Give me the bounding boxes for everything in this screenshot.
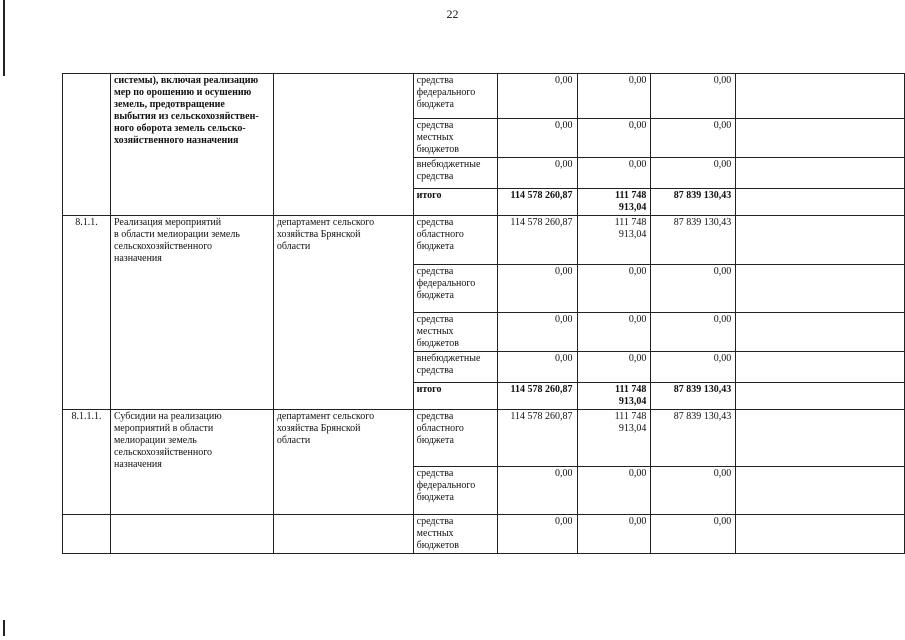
- executor-cell: [273, 216, 413, 410]
- empty-cell: [736, 352, 905, 383]
- text-line: 0,00: [713, 159, 732, 170]
- text-line: бюджетов: [416, 540, 459, 551]
- text-line: назначения: [113, 459, 162, 470]
- text-line: 0,00: [555, 75, 573, 86]
- text-line: 0,00: [555, 314, 573, 325]
- empty-cell: [736, 383, 905, 410]
- amount-cell-v2: [577, 119, 651, 158]
- text-line: местных: [416, 132, 454, 143]
- text-line: земель, предотвращение: [113, 99, 225, 110]
- text-line: 0,00: [713, 75, 732, 86]
- amount-cell-v2: [577, 313, 651, 352]
- text-line: 0,00: [713, 266, 732, 277]
- text-line: 111 748: [615, 384, 647, 395]
- text-line: 114 578 260,87: [510, 384, 573, 395]
- amount-cell-v2: [577, 74, 651, 119]
- text-line: выбытия из сельскохозяйствен-: [113, 111, 259, 122]
- text-line: итого: [416, 384, 442, 395]
- text-line: 87 839 130,43: [673, 384, 732, 395]
- table-row: [63, 216, 905, 265]
- text-line: 111 748: [614, 217, 647, 228]
- text-line: средства: [416, 411, 454, 422]
- amount-cell-v3: [651, 265, 736, 313]
- amount-cell-v2: [577, 158, 651, 189]
- text-line: внебюджетные: [416, 159, 481, 170]
- text-line: назначения: [113, 253, 162, 264]
- empty-cell: [736, 265, 905, 313]
- text-line: ного оборота земель сельско-: [113, 123, 246, 134]
- text-line: 0,00: [713, 516, 732, 527]
- text-line: 0,00: [628, 314, 647, 325]
- code-cell: [63, 410, 111, 515]
- amount-cell-v2: [577, 410, 651, 467]
- text-line: средства: [416, 171, 454, 182]
- text-line: хозяйственного назначения: [113, 135, 239, 146]
- text-line: средства: [416, 266, 454, 277]
- empty-cell: [736, 216, 905, 265]
- item-code: 8.1.1.: [75, 217, 98, 228]
- amount-cell-v1: [497, 189, 577, 216]
- measure-name-cell: [110, 216, 273, 410]
- amount-cell-v3: [651, 74, 736, 119]
- amount-cell-v1: [497, 467, 577, 515]
- text-line: мер по орошению и осушению: [113, 87, 252, 98]
- text-line: 913,04: [618, 229, 647, 240]
- text-line: 0,00: [628, 266, 647, 277]
- text-line: Субсидии на реализацию: [113, 411, 222, 422]
- text-line: 87 839 130,43: [673, 411, 732, 422]
- amount-cell-v3: [651, 119, 736, 158]
- empty-cell: [736, 158, 905, 189]
- text-line: бюджетов: [416, 338, 459, 349]
- text-line: 0,00: [628, 516, 647, 527]
- empty-cell: [736, 74, 905, 119]
- amount-cell-v2: [577, 515, 651, 554]
- text-line: бюджета: [416, 241, 454, 252]
- code-cell: [63, 515, 111, 554]
- text-line: бюджета: [416, 99, 454, 110]
- page-edge-mark: [3, 620, 5, 636]
- text-line: 0,00: [555, 266, 573, 277]
- text-line: в области мелиорации земель: [113, 229, 240, 240]
- empty-cell: [736, 410, 905, 467]
- text-line: области: [276, 241, 311, 252]
- empty-cell: [736, 467, 905, 515]
- text-line: хозяйства Брянской: [276, 423, 361, 434]
- amount-cell-v2: [577, 216, 651, 265]
- funding-source-cell: [413, 467, 497, 515]
- empty-cell: [736, 515, 905, 554]
- amount-cell-v3: [651, 216, 736, 265]
- funding-source-cell: [413, 119, 497, 158]
- text-line: мелиорации земель: [113, 435, 197, 446]
- text-line: сельскохозяйственного: [113, 447, 213, 458]
- text-line: средства: [416, 365, 454, 376]
- text-line: федерального: [416, 87, 476, 98]
- empty-cell: [736, 189, 905, 216]
- page-number: 22: [446, 7, 459, 21]
- measure-name-cell: [110, 74, 273, 216]
- funding-source-cell: [413, 313, 497, 352]
- text-line: области: [276, 435, 311, 446]
- executor-cell: [273, 410, 413, 515]
- amount-cell-v2: [577, 189, 651, 216]
- text-line: местных: [416, 528, 454, 539]
- amount-cell-v3: [651, 158, 736, 189]
- empty-cell: [736, 313, 905, 352]
- text-line: мероприятий в области: [113, 423, 214, 434]
- code-cell: [63, 216, 111, 410]
- text-line: средства: [416, 75, 454, 86]
- funding-source-cell: [413, 410, 497, 467]
- text-line: 0,00: [555, 120, 573, 131]
- amount-cell-v1: [497, 410, 577, 467]
- text-line: 0,00: [628, 75, 647, 86]
- amount-cell-v3: [651, 515, 736, 554]
- text-line: бюджета: [416, 435, 454, 446]
- text-line: департамент сельского: [276, 411, 375, 422]
- text-line: 114 578 260,87: [510, 190, 573, 201]
- text-line: бюджета: [416, 290, 454, 301]
- text-line: 0,00: [713, 468, 732, 479]
- text-line: 0,00: [555, 468, 573, 479]
- amount-cell-v1: [497, 313, 577, 352]
- funding-source-cell: [413, 383, 497, 410]
- funding-source-cell: [413, 74, 497, 119]
- amount-cell-v1: [497, 265, 577, 313]
- measure-name-cell: [110, 515, 273, 554]
- amount-cell-v3: [651, 352, 736, 383]
- text-line: 87 839 130,43: [673, 217, 732, 228]
- item-code: 8.1.1.1.: [71, 411, 102, 422]
- text-line: итого: [416, 190, 442, 201]
- text-line: 0,00: [628, 120, 647, 131]
- text-line: 0,00: [628, 353, 647, 364]
- amount-cell-v1: [497, 515, 577, 554]
- text-line: средства: [416, 217, 454, 228]
- text-line: 114 578 260,87: [510, 411, 573, 422]
- text-line: 913,04: [618, 202, 647, 213]
- text-line: федерального: [416, 480, 476, 491]
- executor-cell: [273, 515, 413, 554]
- funding-source-cell: [413, 216, 497, 265]
- table-row: [63, 515, 905, 554]
- text-line: средства: [416, 468, 454, 479]
- text-line: внебюджетные: [416, 353, 481, 364]
- text-line: 0,00: [713, 120, 732, 131]
- text-line: 913,04: [618, 396, 647, 407]
- text-line: 913,04: [618, 423, 647, 434]
- text-line: 111 748: [615, 190, 647, 201]
- measure-name-cell: [110, 410, 273, 515]
- text-line: федерального: [416, 278, 476, 289]
- text-line: департамент сельского: [276, 217, 375, 228]
- amount-cell-v3: [651, 313, 736, 352]
- amount-cell-v2: [577, 352, 651, 383]
- text-line: бюджета: [416, 492, 454, 503]
- amount-cell-v1: [497, 383, 577, 410]
- empty-cell: [736, 119, 905, 158]
- amount-cell-v3: [651, 410, 736, 467]
- funding-source-cell: [413, 189, 497, 216]
- text-line: хозяйства Брянской: [276, 229, 361, 240]
- amount-cell-v1: [497, 352, 577, 383]
- text-line: 0,00: [555, 516, 573, 527]
- text-line: сельскохозяйственного: [113, 241, 213, 252]
- funding-source-cell: [413, 515, 497, 554]
- text-line: 0,00: [555, 159, 573, 170]
- amount-cell-v3: [651, 189, 736, 216]
- amount-cell-v2: [577, 265, 651, 313]
- text-line: 0,00: [713, 353, 732, 364]
- text-line: средства: [416, 516, 454, 527]
- text-line: 0,00: [555, 353, 573, 364]
- table-row: [63, 74, 905, 119]
- text-line: областного: [416, 423, 464, 434]
- text-line: 0,00: [628, 468, 647, 479]
- amount-cell-v1: [497, 158, 577, 189]
- amount-cell-v1: [497, 216, 577, 265]
- executor-cell: [273, 74, 413, 216]
- text-line: 111 748: [614, 411, 647, 422]
- budget-table: [62, 73, 905, 554]
- amount-cell-v3: [651, 383, 736, 410]
- table-row: [63, 410, 905, 467]
- text-line: 0,00: [628, 159, 647, 170]
- code-cell: [63, 74, 111, 216]
- text-line: областного: [416, 229, 464, 240]
- text-line: 0,00: [713, 314, 732, 325]
- text-line: 114 578 260,87: [510, 217, 573, 228]
- amount-cell-v1: [497, 119, 577, 158]
- funding-source-cell: [413, 352, 497, 383]
- text-line: местных: [416, 326, 454, 337]
- amount-cell-v2: [577, 467, 651, 515]
- text-line: бюджетов: [416, 144, 459, 155]
- text-line: системы), включая реализацию: [113, 75, 259, 86]
- amount-cell-v2: [577, 383, 651, 410]
- text-line: 87 839 130,43: [673, 190, 732, 201]
- page-edge-mark: [3, 0, 5, 76]
- funding-source-cell: [413, 265, 497, 313]
- funding-source-cell: [413, 158, 497, 189]
- table-body: [63, 74, 905, 554]
- text-line: Реализация мероприятий: [113, 217, 222, 228]
- amount-cell-v1: [497, 74, 577, 119]
- text-line: средства: [416, 120, 454, 131]
- amount-cell-v3: [651, 467, 736, 515]
- text-line: средства: [416, 314, 454, 325]
